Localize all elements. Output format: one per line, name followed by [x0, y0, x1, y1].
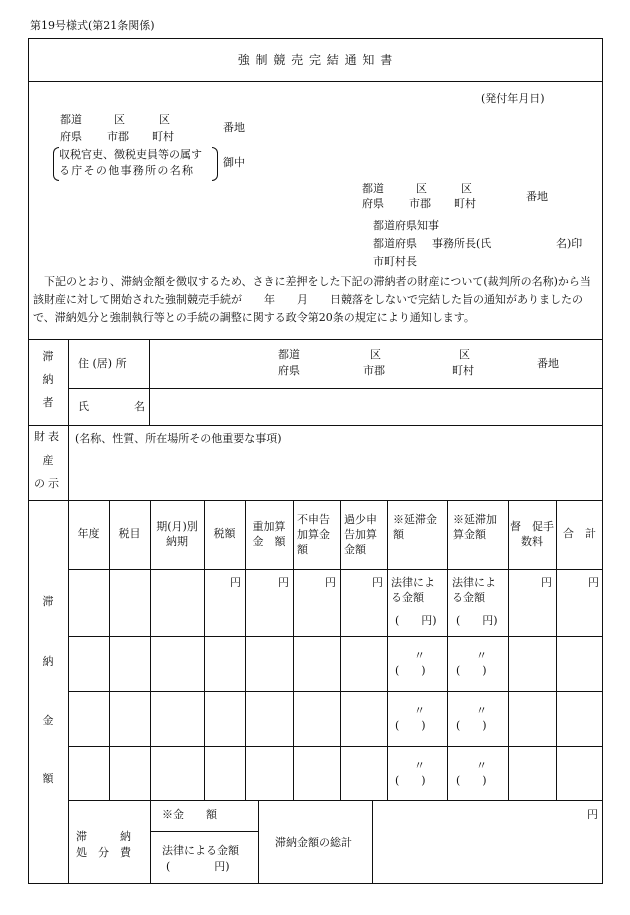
- addr2-ku2: 区: [461, 182, 472, 195]
- sender-mayor: 市町村長: [373, 255, 417, 268]
- property-label-1: 財表: [34, 430, 62, 443]
- ditto-r3-c9: 〃: [476, 704, 487, 717]
- addr2-choson: 町村: [454, 197, 476, 210]
- yen-total: 円: [588, 576, 599, 589]
- addr2-fuken: 府県: [362, 197, 384, 210]
- disposal-total-label: 滞納金額の総計: [275, 836, 352, 849]
- amount-side-label-1: 滞: [42, 595, 54, 608]
- col-div-8: [447, 500, 448, 800]
- issue-date: (発付年月日): [481, 92, 545, 105]
- law-paren-delinquency: ( 円): [395, 614, 437, 627]
- amount-side-label-2: 納: [42, 655, 54, 668]
- addr1-choson: 町村: [152, 130, 174, 143]
- hdr-period: 期(月)別納期: [156, 520, 198, 548]
- disposal-law-label: 法律による金額: [162, 844, 239, 857]
- recipient-bracket-right: [212, 147, 218, 181]
- recipient-line1: 収税官吏、徴税吏員等の属す: [59, 148, 202, 161]
- property-label-2: 産: [42, 454, 54, 467]
- property-label-3: の示: [34, 477, 62, 490]
- ditto-paren-r4-c9: ( ): [456, 774, 487, 787]
- row-div-2: [68, 691, 603, 692]
- property-bottom: [28, 500, 603, 501]
- addr2-shigun: 市郡: [409, 197, 431, 210]
- ditto-r2-c8: 〃: [414, 649, 425, 662]
- ditto-paren-r2-c8: ( ): [395, 664, 426, 677]
- tp-addr-ku2: 区: [459, 348, 470, 361]
- hdr-non-filing: 不申告加算金額: [297, 513, 330, 556]
- taxpayer-label-3: 者: [42, 396, 54, 409]
- law-amount-delinquency-add: 法律による金額: [452, 576, 496, 604]
- property-side-divider: [68, 425, 69, 500]
- col-div-10: [556, 500, 557, 800]
- col-div-1: [109, 500, 110, 800]
- amount-side-label-4: 額: [42, 772, 54, 785]
- addr1-shigun: 市郡: [107, 130, 129, 143]
- yen-nonfiling: 円: [325, 576, 336, 589]
- ditto-r3-c8: 〃: [414, 704, 425, 717]
- ditto-r4-c9: 〃: [476, 759, 487, 772]
- tp-addr-choson: 町村: [452, 364, 474, 377]
- col-div-6: [340, 500, 341, 800]
- col-div-5: [293, 500, 294, 800]
- amount-side-divider: [68, 500, 69, 884]
- sender-office-head: 事務所長(氏: [432, 237, 492, 250]
- addr1-banchi: 番地: [223, 121, 245, 134]
- addr2-todo: 都道: [362, 182, 384, 195]
- hdr-tax-amount: 税額: [213, 527, 236, 540]
- row-div-header: [68, 569, 603, 570]
- disposal-total-yen: 円: [587, 808, 598, 821]
- taxpayer-label-1: 滞: [42, 350, 54, 363]
- disposal-amount-label: ※金 額: [162, 808, 217, 821]
- sender-seal: 名)印: [556, 237, 583, 250]
- title-divider: [28, 81, 603, 82]
- disposal-div-2: [258, 800, 259, 884]
- addr2-ku1: 区: [416, 182, 427, 195]
- document-title: 強 制 競 売 完 結 通 知 書: [237, 53, 394, 67]
- disposal-law-paren: ( 円): [166, 860, 230, 873]
- hdr-reminder-fee: 督 促手数料: [510, 520, 554, 548]
- form-number: 第19号様式(第21条関係): [30, 19, 155, 32]
- yen-heavy: 円: [278, 576, 289, 589]
- ditto-paren-r4-c8: ( ): [395, 774, 426, 787]
- tp-addr-ku1: 区: [370, 348, 381, 361]
- addr1-ku2: 区: [159, 113, 170, 126]
- taxpayer-side-divider: [68, 339, 69, 425]
- col-div-9: [508, 500, 509, 800]
- address-label: 住 (居) 所: [78, 357, 127, 370]
- col-div-2: [150, 500, 151, 800]
- addr1-fuken: 府県: [60, 130, 82, 143]
- col-div-4: [245, 500, 246, 800]
- tp-addr-shigun: 市郡: [363, 364, 385, 377]
- taxpayer-label-2: 納: [42, 373, 54, 386]
- disposal-div-1: [150, 800, 151, 884]
- ditto-paren-r3-c8: ( ): [395, 719, 426, 732]
- law-paren-delinquency-add: ( 円): [456, 614, 498, 627]
- recipient-line2: る庁その他事務所の名称: [59, 164, 195, 177]
- tp-addr-banchi: 番地: [537, 357, 559, 370]
- row-div-3: [68, 746, 603, 747]
- name-label-a: 氏: [78, 400, 89, 413]
- law-amount-delinquency: 法律による金額: [391, 576, 435, 604]
- yen-tax: 円: [230, 576, 241, 589]
- hdr-heavy-add: 重加算金 額: [252, 520, 286, 548]
- taxpayer-bottom: [28, 425, 603, 426]
- ditto-paren-r3-c9: ( ): [456, 719, 487, 732]
- addr1-todo: 都道: [60, 113, 82, 126]
- row-div-1: [68, 636, 603, 637]
- onchu: 御中: [223, 156, 245, 169]
- property-hint: (名称、性質、所在場所その他重要な事項): [75, 432, 282, 445]
- hdr-total: 合 計: [563, 527, 596, 540]
- name-label-b: 名: [134, 400, 145, 413]
- disposal-label-a: 滞 納: [76, 830, 131, 843]
- ditto-r4-c8: 〃: [414, 759, 425, 772]
- ditto-r2-c9: 〃: [476, 649, 487, 662]
- body-text: 下記のとおり、滞納金額を徴収するため、さきに差押をした下記の滞納者の財産について(裁判所の名称)から当該財産に対して開始された強制競売手続が 年 月 日競落をしないで完結した旨の通知がありましたので、滞納処分と強制執行等との手続の調整に関する政令第20条の規定により通知します。: [33, 275, 591, 324]
- sender-office-prefix: 都道府県: [373, 237, 417, 250]
- hdr-tax-item: 税目: [118, 527, 141, 540]
- sender-governor: 都道府県知事: [373, 219, 439, 232]
- hdr-year: 年度: [77, 527, 100, 540]
- disposal-inner-divider: [150, 831, 258, 832]
- yen-underfiling: 円: [372, 576, 383, 589]
- addr2-banchi: 番地: [526, 190, 548, 203]
- row-div-4: [68, 800, 603, 801]
- ditto-paren-r2-c9: ( ): [456, 664, 487, 677]
- disposal-label-b: 処 分 費: [76, 846, 131, 859]
- tp-addr-todo: 都道: [278, 348, 300, 361]
- header-divider: [28, 339, 603, 340]
- col-div-3: [204, 500, 205, 800]
- tp-addr-fuken: 府県: [278, 364, 300, 377]
- taxpayer-label-divider: [149, 339, 150, 425]
- hdr-under-filing: 過少申告加算金額: [344, 513, 377, 556]
- hdr-delinquency-add: ※延滞加算金額: [453, 513, 497, 541]
- col-div-7: [387, 500, 388, 800]
- amount-side-label-3: 金: [42, 714, 54, 727]
- addr1-ku1: 区: [114, 113, 125, 126]
- yen-reminder: 円: [541, 576, 552, 589]
- hdr-delinquency: ※延滞金額: [393, 513, 437, 541]
- taxpayer-row-divider: [68, 388, 603, 389]
